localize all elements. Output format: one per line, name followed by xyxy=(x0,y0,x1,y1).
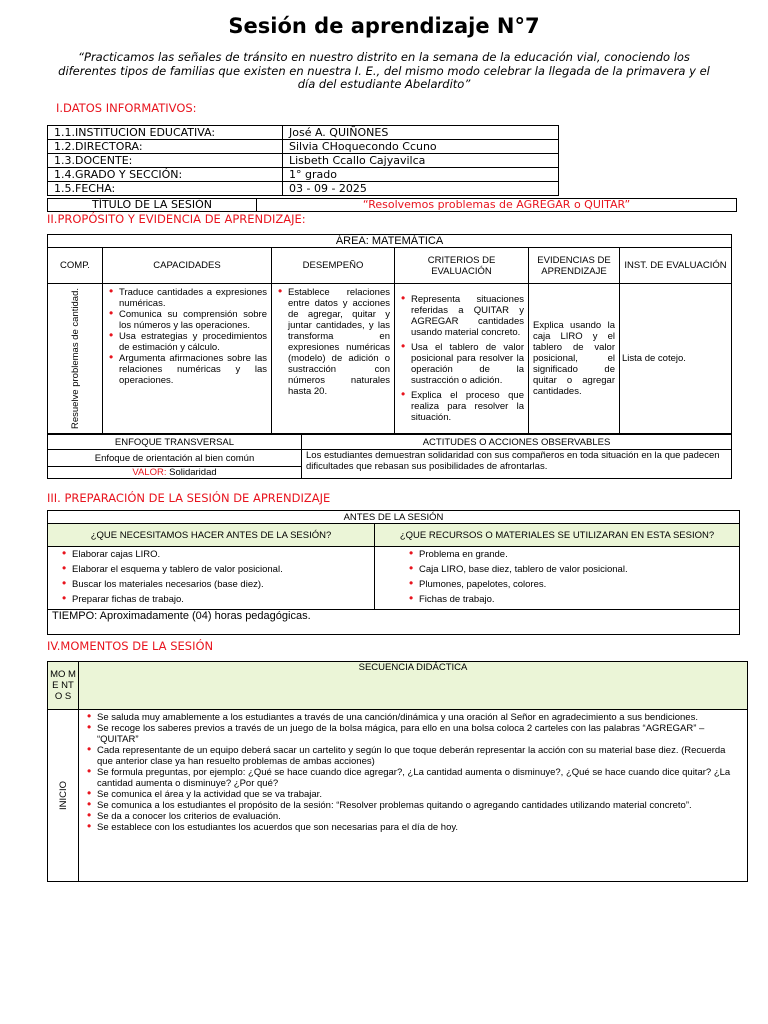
table-row xyxy=(48,154,559,168)
col-comp: COMP. xyxy=(48,248,103,284)
secuencia-header: SECUENCIA DIDÁCTICA xyxy=(79,662,748,710)
capacidades-cell xyxy=(103,284,272,434)
list-item: • Caja LIRO, base diez, tablero de valor posicional. xyxy=(419,564,735,579)
info-value: 03 - 09 - 2025 xyxy=(283,182,559,196)
competencia-cell xyxy=(48,284,103,434)
list-item: • Elaborar el esquema y tablero de valor posicional. xyxy=(72,564,370,579)
info-value: José A. QUIÑONES xyxy=(283,126,559,140)
col-criterios: CRITERIOS DE EVALUACIÓN xyxy=(395,248,529,284)
section-preparacion: III. PREPARACIÓN DE LA SESIÓN DE APRENDIZAJE xyxy=(47,491,331,505)
info-value: Lisbeth Ccallo Cajyavilca xyxy=(283,154,559,168)
inicio-content xyxy=(79,710,748,882)
table-row xyxy=(48,168,559,182)
list-item: • Cada representante de un equipo deberá sacar un cartelito y según lo que toque deberán representar la acción con su material base diez. (Recuerda que anterior clase ya han resuelto problemas de ambas acciones) xyxy=(97,745,741,767)
info-label: 1.1.INSTITUCION EDUCATIVA: xyxy=(48,126,283,140)
instrumento-cell: Lista de cotejo. xyxy=(620,284,732,434)
q-hacer-header: ¿QUE NECESITAMOS HACER ANTES DE LA SESIÓN? xyxy=(48,524,375,547)
list-item: • Argumenta afirmaciones sobre las relaciones numéricas y las operaciones. xyxy=(119,353,267,386)
valor-value: Solidaridad xyxy=(169,467,217,478)
list-item: • Fichas de trabajo. xyxy=(419,594,735,609)
valor-cell xyxy=(48,467,302,479)
list-item: • Se comunica el área y la actividad que se va trabajar. xyxy=(97,789,741,800)
list-item: • Usa estrategias y procedimientos de estimación y cálculo. xyxy=(119,331,267,353)
list-item: • Plumones, papelotes, colores. xyxy=(419,579,735,594)
info-table xyxy=(47,125,559,196)
list-item: • Se comunica a los estudiantes el propósito de la sesión: “Resolver problemas quitando o agregando cantidades utilizando material concreto”. xyxy=(97,800,741,811)
info-label: 1.5.FECHA: xyxy=(48,182,283,196)
list-item: • Representa situaciones referidas a QUITAR y AGREGAR cantidades usando material concreto. xyxy=(411,294,524,338)
enfoque-table xyxy=(47,434,732,479)
info-label: 1.2.DIRECTORA: xyxy=(48,140,283,154)
area-header: ÁREA: MATEMÁTICA xyxy=(48,235,732,248)
table-row xyxy=(48,182,559,196)
list-item: • Se da a conocer los criterios de evaluación. xyxy=(97,811,741,822)
inicio-label: INICIO xyxy=(57,780,69,811)
col-instrumento: INST. DE EVALUACIÓN xyxy=(620,248,732,284)
table-row xyxy=(48,140,559,154)
col-capacidades: CAPACIDADES xyxy=(103,248,272,284)
inicio-cell xyxy=(48,710,79,882)
info-value: Silvia CHoquecondo Ccuno xyxy=(283,140,559,154)
materiales-cell xyxy=(375,547,740,610)
criterios-cell xyxy=(395,284,529,434)
actitudes-value: Los estudiantes demuestran solidaridad con sus compañeros en toda situación en la que padecen dificultades que rebasan sus posibilidades de afrontarlas. xyxy=(302,450,732,479)
antes-header: ANTES DE LA SESIÓN xyxy=(48,511,740,524)
info-label: 1.3.DOCENTE: xyxy=(48,154,283,168)
enfoque-header: ENFOQUE TRANSVERSAL xyxy=(48,435,302,450)
info-label: 1.4.GRADO Y SECCIÓN: xyxy=(48,168,283,182)
col-desempeno: DESEMPEÑO xyxy=(272,248,395,284)
list-item: • Se establece con los estudiantes los acuerdos que son necesarias para el día de hoy. xyxy=(97,822,741,833)
q-materiales-header: ¿QUE RECURSOS O MATERIALES SE UTILIZARAN EN ESTA SESION? xyxy=(375,524,740,547)
session-title-label: TÍTULO DE LA SESIÓN xyxy=(48,199,257,212)
hacer-cell xyxy=(48,547,375,610)
col-evidencias: EVIDENCIAS DE APRENDIZAJE xyxy=(529,248,620,284)
list-item: • Se formula preguntas, por ejemplo: ¿Qué se hace cuando dice agregar?, ¿La cantidad aumenta o disminuye?, ¿Qué se hace cuando dice quitar? ¿La cantidad aumenta o disminuye? ¿Por qué? xyxy=(97,767,741,789)
table-row xyxy=(48,126,559,140)
momentos-table xyxy=(47,661,748,882)
session-quote: “Practicamos las señales de tránsito en nuestro distrito en la semana de la educación vial, conociendo los diferentes tipos de familias que existen en nuestra I. E., del mismo modo celebrar la llegada de la primavera y el día del estudiante Abelardito” xyxy=(58,50,710,91)
list-item: • Problema en grande. xyxy=(419,549,735,564)
section-momentos: IV.MOMENTOS DE LA SESIÓN xyxy=(47,639,214,653)
list-item: • Comunica su comprensión sobre los números y las operaciones. xyxy=(119,309,267,331)
purpose-table xyxy=(47,234,732,434)
list-item: • Explica el proceso que realiza para resolver la situación. xyxy=(411,390,524,423)
enfoque-value: Enfoque de orientación al bien común xyxy=(48,450,302,467)
section-proposito: II.PROPÓSITO Y EVIDENCIA DE APRENDIZAJE: xyxy=(47,212,306,226)
desempeno-cell xyxy=(272,284,395,434)
competencia-text: Resuelve problemas de cantidad. xyxy=(69,287,81,429)
section-datos-informativos: I.DATOS INFORMATIVOS: xyxy=(56,101,197,115)
preparation-table xyxy=(47,510,740,635)
evidencia-cell: Explica usando la caja LIRO y el tablero de valor posicional, el significado de quitar o agregar cantidades. xyxy=(529,284,620,434)
list-item: • Preparar fichas de trabajo. xyxy=(72,594,370,609)
info-value: 1° grado xyxy=(283,168,559,182)
list-item: • Se recoge los saberes previos a través de un juego de la bolsa mágica, para ello en una bolsa coloca 2 carteles con las palabras “AGREGAR” – “QUITAR” xyxy=(97,723,741,745)
list-item: • Elaborar cajas LIRO. xyxy=(72,549,370,564)
session-title-value: “Resolvemos problemas de AGREGAR o QUITAR” xyxy=(257,199,737,212)
list-item: • Usa el tablero de valor posicional para resolver la operación de la sustracción o adición. xyxy=(411,342,524,386)
actitudes-header: ACTITUDES O ACCIONES OBSERVABLES xyxy=(302,435,732,450)
page-title: Sesión de aprendizaje N°7 xyxy=(228,14,540,38)
tiempo-cell: TIEMPO: Aproximadamente (04) horas pedagógicas. xyxy=(48,610,740,635)
momentos-header: MO ME NTO S xyxy=(48,662,79,710)
list-item: • Traduce cantidades a expresiones numéricas. xyxy=(119,287,267,309)
valor-label: VALOR: xyxy=(132,467,167,478)
list-item: • Buscar los materiales necesarios (base diez). xyxy=(72,579,370,594)
list-item: • Se saluda muy amablemente a los estudiantes a través de una canción/dinámica y una oración al Señor en agradecimiento a sus bendiciones. xyxy=(97,712,741,723)
session-title-table xyxy=(47,198,737,212)
list-item: • Establece relaciones entre datos y acciones de agregar, quitar y juntar cantidades, y las transforma en expresiones numéricas (modelo) de adición o sustracción con números naturales hasta 20. xyxy=(288,287,390,397)
